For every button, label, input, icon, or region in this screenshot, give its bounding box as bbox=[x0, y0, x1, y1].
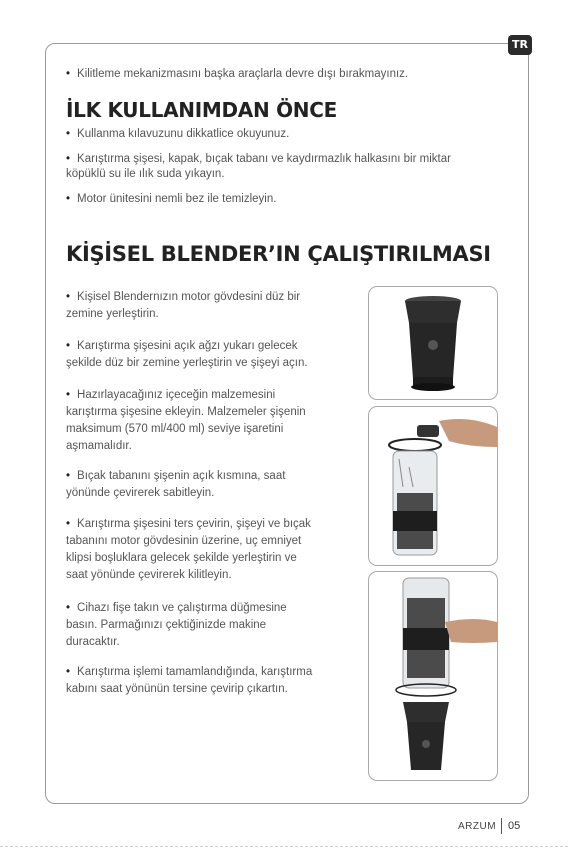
bottle-filling-photo bbox=[368, 406, 498, 566]
motor-base-photo bbox=[368, 286, 498, 400]
section1-bullet-3: • Motor ünitesini nemli bez ile temizleyin. bbox=[66, 191, 276, 208]
step-1-line-2: zemine yerleştirin. bbox=[66, 308, 159, 320]
section2-title: KİŞİSEL BLENDER’IN ÇALIŞTIRILMASI bbox=[66, 242, 491, 266]
step-1-line-1: • Kişisel Blendernızın motor gövdesini düz bir bbox=[66, 289, 300, 306]
step-4 bbox=[66, 468, 285, 502]
step-3-line-2: karıştırma şişesine ekleyin. Malzemeler şişenin bbox=[66, 406, 306, 418]
step-7-line-1: • Karıştırma işlemi tamamlandığında, karıştırma bbox=[66, 664, 312, 681]
step-3 bbox=[66, 387, 306, 455]
step-6-line-3: duracaktır. bbox=[66, 636, 120, 648]
step-7 bbox=[66, 664, 312, 698]
step-3-line-1: • Hazırlayacağınız içeceğin malzemesini bbox=[66, 387, 306, 404]
step-5-line-4: saat yönünde çevirerek kilitleyin. bbox=[66, 569, 232, 581]
step-2 bbox=[66, 338, 308, 372]
step-2-line-1: • Karıştırma şişesini açık ağzı yukarı gelecek bbox=[66, 338, 308, 355]
step-1 bbox=[66, 289, 300, 323]
step-6-line-2: basın. Parmağınızı çektiğinizde makine bbox=[66, 619, 267, 631]
footer-brand: ARZUM bbox=[458, 821, 497, 832]
footer-separator bbox=[501, 818, 502, 834]
step-2-line-2: şekilde düz bir zemine yerleştirin ve şişeyi açın. bbox=[66, 357, 308, 369]
language-tab: TR bbox=[508, 35, 532, 55]
step-5-line-1: • Karıştırma şişesini ters çevirin, şişeyi ve bıçak bbox=[66, 516, 311, 533]
step-6 bbox=[66, 600, 287, 651]
section1-bullet-1: • Kullanma kılavuzunu dikkatlice okuyunuz. bbox=[66, 126, 289, 143]
step-4-line-2: yönünde çevirerek sabitleyin. bbox=[66, 487, 215, 499]
step-5-line-2: tabanını motor gövdesinin üzerine, uç emniyet bbox=[66, 535, 302, 547]
step-4-line-1: • Bıçak tabanını şişenin açık kısmına, saat bbox=[66, 468, 285, 485]
section1-bullet-2: • Karıştırma şişesi, kapak, bıçak tabanı ve kaydırmazlık halkasını bir miktar bbox=[66, 151, 451, 168]
step-5 bbox=[66, 516, 311, 584]
bottle-locking-photo bbox=[368, 571, 498, 781]
step-7-line-2: kabını saat yönünün tersine çevirip çıkartın. bbox=[66, 683, 288, 695]
section1-bullet-2-cont: köpüklü su ile ılık suda yıkayın. bbox=[66, 168, 225, 180]
step-6-line-1: • Cihazı fişe takın ve çalıştırma düğmesine bbox=[66, 600, 287, 617]
page-number: 05 bbox=[508, 820, 521, 832]
page-bottom-line bbox=[0, 846, 568, 847]
section1-title: İLK KULLANIMDAN ÖNCE bbox=[66, 98, 337, 122]
step-5-line-3: klipsi boşluklara gelecek şekilde yerleştirin ve bbox=[66, 552, 297, 564]
step-3-line-4: aşmamalıdır. bbox=[66, 440, 132, 452]
step-3-line-3: maksimum (570 ml/400 ml) seviye işaretini bbox=[66, 423, 284, 435]
intro-bullet: • Kilitleme mekanizmasını başka araçlarla devre dışı bırakmayınız. bbox=[66, 66, 408, 83]
